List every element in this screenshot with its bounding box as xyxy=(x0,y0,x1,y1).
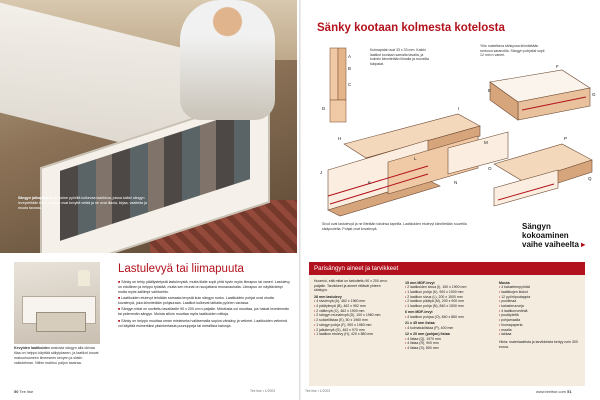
small-caption-bold: Kevyiden laatikoiden xyxy=(14,346,50,350)
list-item: • puutäytettä xyxy=(499,313,519,318)
part-label: E xyxy=(488,88,492,93)
list-item: • 12 pyöröpuutappia xyxy=(499,294,531,299)
photo-caption-bold: Sängyn jalkopäässä xyxy=(18,196,53,200)
part-label: C xyxy=(348,82,352,87)
list-item: • 2 laatikoiden sivua (I), 150 x 1900 mm xyxy=(405,285,467,290)
exploded-drawer xyxy=(494,144,592,206)
part-label: P xyxy=(564,136,568,141)
materials-body xyxy=(118,280,290,330)
exploded-frame xyxy=(328,114,508,216)
part-label: O xyxy=(488,166,492,171)
part-label: G xyxy=(592,92,596,97)
page-number-left: 50 xyxy=(14,389,19,394)
materials-box xyxy=(309,262,585,386)
materials-heading: 28 mm lastulevy xyxy=(314,294,342,299)
materials-column-2 xyxy=(405,279,489,351)
sides-annotation: Sivut ovat lastulevyä ja ne liitetään toisiinsa tapeilla. Laatikoiden etulevyt kiinnitetään ruuveilla sisäpuolelta. Pohjat ovat kovalevyä. xyxy=(322,222,467,231)
list-item: • puuliimaa xyxy=(499,299,517,304)
page-number-right: 51 xyxy=(567,389,572,394)
page-title: Sänky kootaan kolmesta kotelosta xyxy=(317,22,505,34)
list-item: • pohjamaalia xyxy=(499,318,521,323)
issue-label-right: Tee itse • 1/2003 xyxy=(305,389,331,393)
part-label: I xyxy=(458,106,460,111)
assembly-diagram xyxy=(308,40,596,255)
list-item: • lakkaa xyxy=(499,332,512,337)
list-item: • kalusteruuveja xyxy=(499,304,524,309)
list-item: • maalia xyxy=(499,327,512,332)
page-gutter xyxy=(299,0,301,400)
body-paragraph: ■ Sänky on helppo muuttaa oman mieleiseksi valitsemalla sopiva värisävy ja vetimet. Laatikoiden vetiminä voi käyttää esimerkiksi yksinkertaisia puunuppeja tai metallisia kahvoja. xyxy=(118,318,287,328)
list-item: • 2 jalkalevyä (G), 462 x 970 mm xyxy=(314,327,365,332)
materials-intro: Huomioi, että mitat on tarkoitettu 90 x 200 cm:n patjalle. Tarvikkeet ja aineet riittävät yhteen sänkyyn. xyxy=(314,279,388,293)
part-label: A xyxy=(348,54,352,59)
materials-heading: Muuta xyxy=(499,280,510,285)
list-item: • 1 laatikon etulevy (H), 420 x 880 mm xyxy=(314,332,374,337)
step-callout-line-1: Sängyn kokoaminen xyxy=(522,222,569,240)
list-item: • 2 välilevyä (C), 462 x 1900 mm xyxy=(314,308,365,313)
list-item: • hiomapaperia xyxy=(499,322,523,327)
list-item: • 4 listaa (Q), 1970 mm xyxy=(405,336,441,341)
list-item: • 4 päätylevyä (B), 462 x 952 mm xyxy=(314,304,366,309)
part-label: D xyxy=(322,106,326,111)
assembled-box xyxy=(490,70,590,120)
arrow-right-icon: ▸ xyxy=(581,240,586,249)
page-folio-right xyxy=(536,389,572,394)
list-item: • 4 kalusteenpyörää xyxy=(499,285,530,290)
step-callout-line-2: vaihe vaiheelta xyxy=(522,240,579,249)
list-item: • 1 sängyn pohja (F), 900 x 1960 mm xyxy=(314,322,372,327)
photo-caption-text: on kolme pyörillä kulkevaa laatikkoa, joissa kaikki sängyn leveydeltään tilaa. Laatikot ovat kevyitä vetää ja ne ovat tilavia, kirjaa, vaatteita ja muuta tavaraa. xyxy=(18,196,147,210)
step-by-step-callout xyxy=(522,222,596,249)
list-item: • 1 laatikon pohja (K), 900 x 1900 mm xyxy=(405,289,464,294)
list-item: • 4 listaa (R), 900 mm xyxy=(405,341,439,346)
body-paragraph: ■ Sängyn mitat on sovitettu tavalliselle 90 x 200 cm:n patjalle. Mitoitusta voi muuttaa, jos haluat leveämmän tai pidemmän sängyn. Muista silloin muuttaa myös laatikoiden mittoja. xyxy=(118,307,289,317)
part-label: Q xyxy=(588,176,592,181)
small-caption-text: ansiosta sängyn alla olevaa tilaa on helppo käyttää säilytykseen, ja laatikot tuovat makuuhuoneen ilmeeseen kevyen ja siistin vaikutelman. Niihin mahtuu paljon tavaraa. xyxy=(14,346,99,365)
list-item: • 2 sängyn reunalevyä (D), 100 x 1960 mm xyxy=(314,313,381,318)
part-label: H xyxy=(338,136,342,141)
part-label: M xyxy=(484,140,488,145)
materials-column-1 xyxy=(314,279,394,337)
materials-heading: 6 mm MDF-levyt xyxy=(405,310,433,315)
part-label: J xyxy=(320,170,323,175)
part-label: K xyxy=(368,180,372,185)
materials-heading: 21 x 45 mm listaa xyxy=(405,321,435,326)
magazine-url-link[interactable]: www.teeitse.com xyxy=(536,389,567,394)
list-item: • 2 sokkelilistaa (E), 50 x 1960 mm xyxy=(314,318,368,323)
part-label: L xyxy=(414,156,417,161)
materials-heading: 12 x 20 mm (pohjan) listaa xyxy=(405,332,450,337)
section-title-materials: Lastulevyä tai liimapuuta xyxy=(118,263,244,275)
list-item: • 2 laatikon päätyä (M), 200 x 900 mm xyxy=(405,299,465,304)
list-item: • 2 laatikon sivua (L), 200 x 1500 mm xyxy=(405,294,463,299)
list-item: • 4 sivulevyä (A), 462 x 1960 mm xyxy=(314,299,366,304)
materials-box-title: Parisängyn aineet ja tarvikkeet xyxy=(309,262,585,275)
list-item: • 4 listaa (S), 800 mm xyxy=(405,346,439,351)
small-photo-caption xyxy=(14,346,100,366)
photo-caption xyxy=(18,196,156,211)
bed-drawer-photo xyxy=(0,0,297,253)
part-label: N xyxy=(454,180,458,185)
materials-column-3 xyxy=(499,279,581,349)
body-paragraph: ■ Laatikoiden etulevyt tehdään samasta levystä kuin sängyn runko. Laatikoiden pohjat ovat ohutta kovalevyä, joka kiinnitetään pohjauraan. Laatikot kulkevat lattialla pyörien varassa. xyxy=(118,296,274,306)
list-item: • 1 laatikon pohja (N), 840 x 1500 mm xyxy=(405,304,464,309)
body-paragraph: ■ Sänky on tehty päällystetystä lastulevystä, mutta tilalle sopii yhtä hyvin myös liimapuu tai vaneri. Lastulevy on edullinen ja helppo työstää, mutta sen reunat on suojattava reunanauhalla. Liimapuu on näyttävämpi mutta myös kalliimpi vaihtoehto. xyxy=(118,280,290,294)
materials-heading: 15 mm MDF-levyt xyxy=(405,280,435,285)
price-note: Hinta: materiaaleista ja tarvikkeista kertyy noin 300 euroa. xyxy=(499,339,578,349)
corner-annotation: Kulmapalat ovat 33 x 33 mm. Kaikki laatikot kootaan samalla tavalla, ja kulmiin kiinnitetään liimalla ja ruuveilla tukipalat. xyxy=(370,48,429,66)
small-bed-photo xyxy=(14,262,100,344)
list-item: • 4 laatikonvedintä xyxy=(499,308,528,313)
lid-annotation: Ylös nostettava sänkyosa kiinnitetään runkoon saranoilla. Sängyn pohjaksi sopii 12 mm:n vaneri. xyxy=(480,44,545,58)
page-folio-left xyxy=(14,389,33,394)
issue-label-left: Tee itse • 1/2003 xyxy=(250,389,276,393)
list-item: • laatikkojen kiskot xyxy=(499,289,528,294)
magazine-name-left: Tee itse xyxy=(19,389,34,394)
list-item: • 4 kulmatukilistaa (P), 400 mm xyxy=(405,325,454,330)
part-label: F xyxy=(556,64,559,69)
list-item: • 4 laatikon pohjaa (O), 840 x 860 mm xyxy=(405,314,464,319)
corner-detail xyxy=(330,48,346,122)
part-label: B xyxy=(348,66,352,71)
